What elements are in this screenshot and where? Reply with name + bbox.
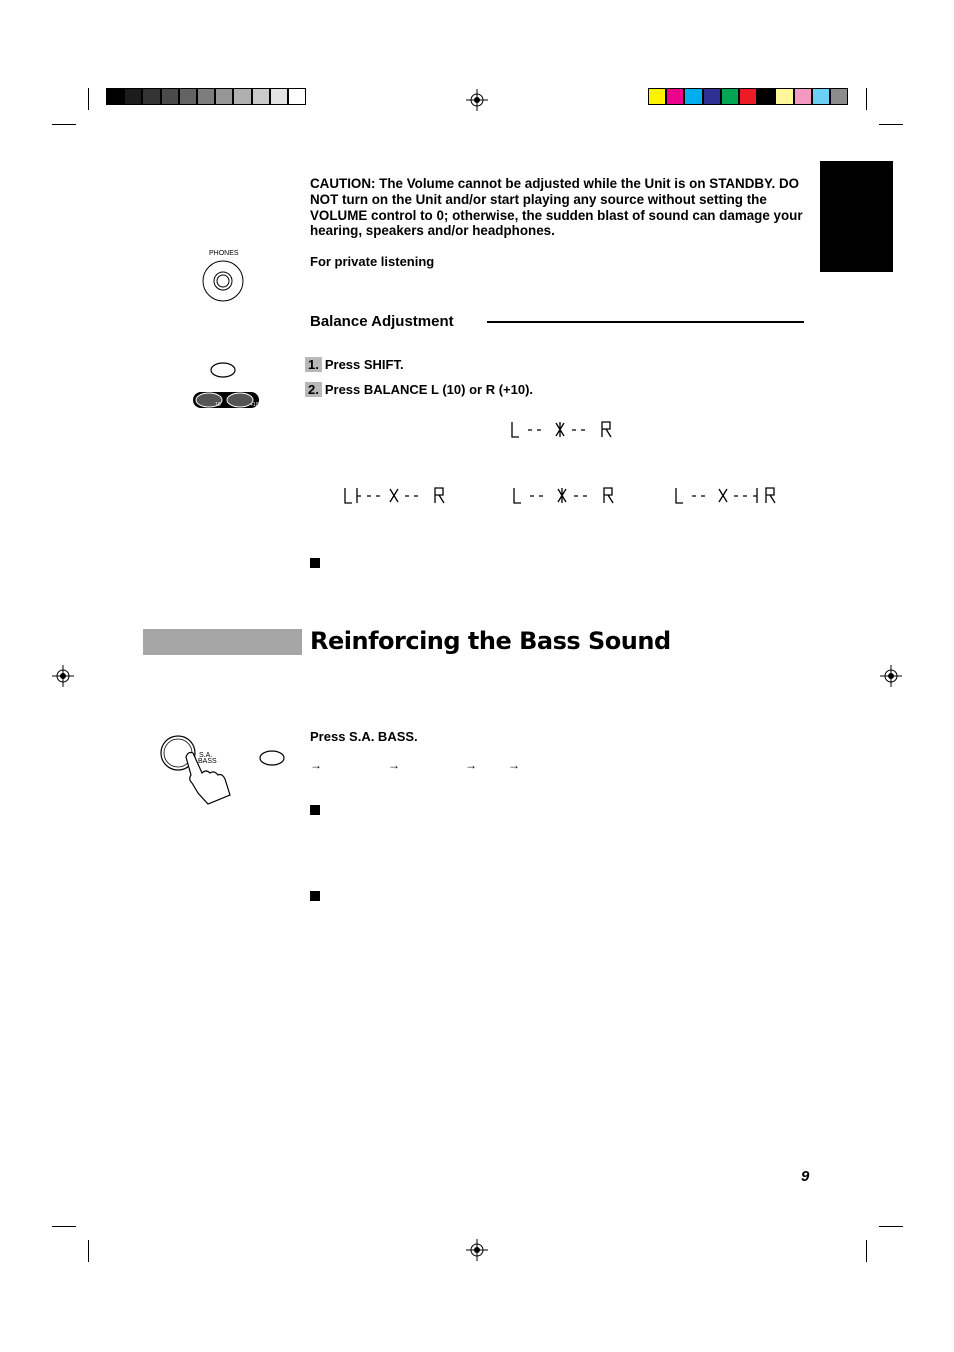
grayscale-swatch bbox=[270, 88, 288, 105]
note-bullet bbox=[310, 891, 320, 901]
grayscale-swatch bbox=[124, 88, 142, 105]
balance-left-button-label: 10 bbox=[215, 402, 221, 408]
heading-band bbox=[143, 629, 302, 655]
color-swatch bbox=[757, 88, 775, 105]
balance-display-mid bbox=[511, 486, 617, 506]
balance-right-button-label: +10 bbox=[250, 402, 259, 408]
color-swatch bbox=[666, 88, 684, 105]
section-title-rule bbox=[487, 321, 804, 323]
crop-mark bbox=[52, 1226, 76, 1227]
headphone-jack-icon bbox=[201, 259, 245, 303]
sa-bass-remote-button-icon bbox=[258, 749, 286, 767]
grayscale-swatch bbox=[288, 88, 306, 105]
sa-bass-label-1: S.A. bbox=[199, 752, 213, 759]
sa-bass-label-2: BASS bbox=[198, 758, 217, 765]
registration-mark-icon bbox=[466, 1239, 488, 1261]
bass-section-heading: Reinforcing the Bass Sound bbox=[310, 627, 671, 655]
sa-bass-press-hand-icon bbox=[158, 733, 238, 805]
phones-jack-label: PHONES bbox=[209, 250, 239, 257]
balance-section-title: Balance Adjustment bbox=[310, 313, 454, 330]
grayscale-swatch bbox=[179, 88, 197, 105]
balance-step-2 bbox=[305, 381, 533, 399]
sequence-arrow: → bbox=[310, 758, 322, 772]
shift-button-icon bbox=[209, 361, 237, 379]
grayscale-swatch bbox=[142, 88, 160, 105]
registration-mark-icon bbox=[52, 665, 74, 687]
note-bullet bbox=[310, 558, 320, 568]
balance-display-center bbox=[509, 420, 615, 440]
crop-mark bbox=[88, 88, 89, 110]
color-swatch bbox=[721, 88, 739, 105]
grayscale-swatch bbox=[161, 88, 179, 105]
sequence-arrow: → bbox=[388, 758, 400, 772]
color-swatch bbox=[703, 88, 721, 105]
balance-display-right bbox=[673, 486, 779, 506]
grayscale-swatch bbox=[197, 88, 215, 105]
step-number: 2. bbox=[305, 382, 322, 397]
grayscale-swatch bbox=[215, 88, 233, 105]
step-text: Press BALANCE L (10) or R (+10). bbox=[324, 382, 534, 397]
color-swatch bbox=[775, 88, 793, 105]
crop-mark bbox=[88, 1240, 89, 1262]
sequence-arrow: → bbox=[465, 758, 477, 772]
private-listening-caption: For private listening bbox=[310, 254, 435, 269]
step-text: Press SHIFT. bbox=[324, 357, 404, 372]
color-swatch bbox=[812, 88, 830, 105]
step-number: 1. bbox=[305, 357, 322, 372]
balance-step-1 bbox=[305, 356, 404, 374]
press-sa-bass-instruction: Press S.A. BASS. bbox=[310, 729, 418, 744]
crop-mark bbox=[879, 1226, 903, 1227]
crop-mark bbox=[879, 124, 903, 125]
sequence-arrow: → bbox=[508, 758, 520, 772]
crop-mark bbox=[866, 1240, 867, 1262]
color-swatch bbox=[648, 88, 666, 105]
color-swatch bbox=[794, 88, 812, 105]
crop-mark bbox=[52, 124, 76, 125]
color-swatch bbox=[684, 88, 702, 105]
page-number: 9 bbox=[801, 1168, 810, 1185]
grayscale-swatch bbox=[106, 88, 124, 105]
registration-mark-icon bbox=[466, 89, 488, 111]
language-tab bbox=[820, 161, 893, 272]
balance-display-left bbox=[342, 486, 448, 506]
color-swatch bbox=[739, 88, 757, 105]
grayscale-swatch bbox=[233, 88, 251, 105]
grayscale-swatch bbox=[252, 88, 270, 105]
color-swatch bbox=[830, 88, 848, 105]
note-bullet bbox=[310, 805, 320, 815]
crop-mark bbox=[866, 88, 867, 110]
caution-text: CAUTION: The Volume cannot be adjusted while the Unit is on STANDBY. DO NOT turn on the Unit and/or start playing any source without setting the VOLUME control to 0; otherwise, the sudden blast of sound can damage your hearing, speakers and/or headphones. bbox=[310, 176, 803, 239]
registration-mark-icon bbox=[880, 665, 902, 687]
